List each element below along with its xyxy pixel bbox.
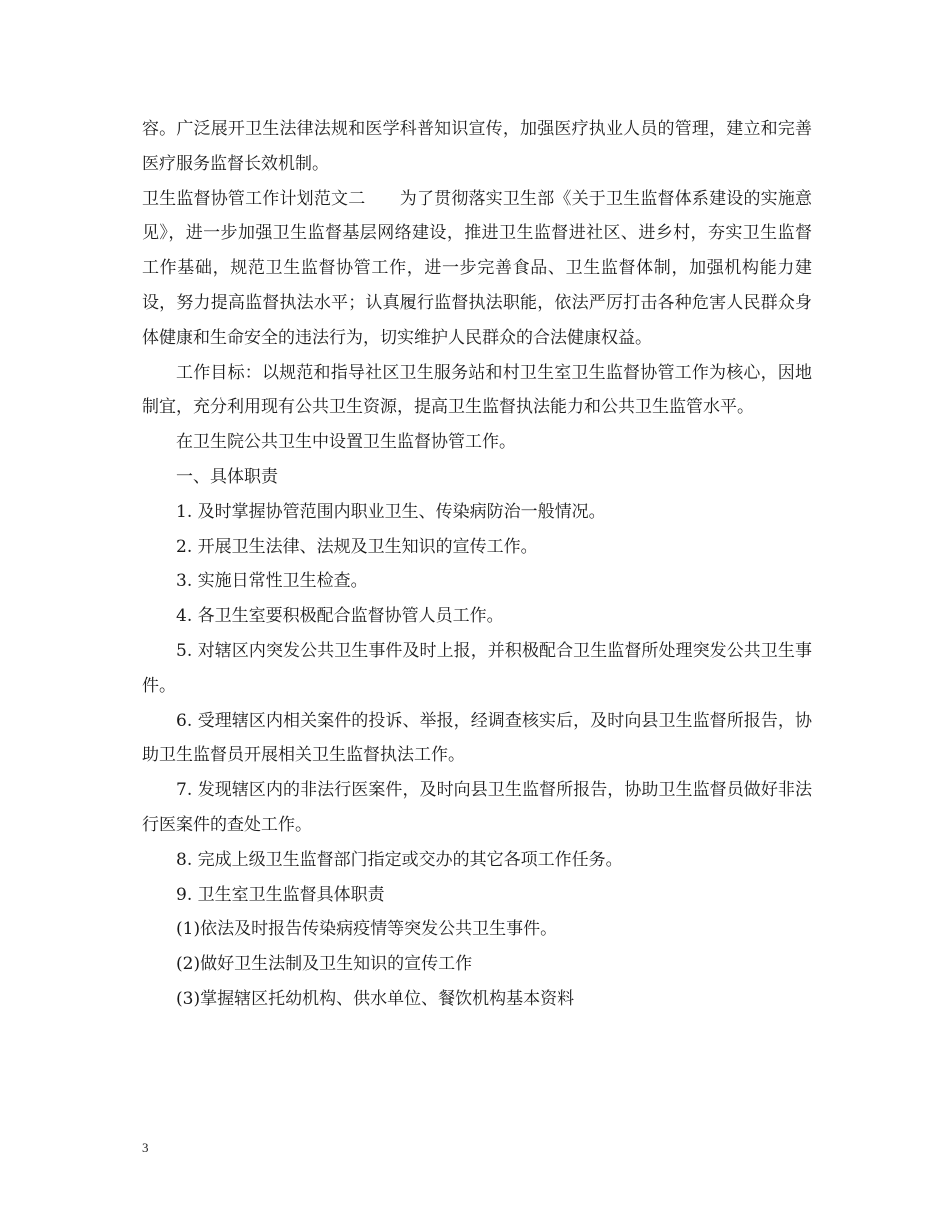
list-item-duty-1: 1. 及时掌握协管范围内职业卫生、传染病防治一般情况。	[176, 501, 606, 522]
list-item-duty-5: 5. 对辖区内突发公共卫生事件及时上报，并积极配合卫生监督所处理突发公共卫生事件。	[142, 640, 812, 696]
list-item-duty-4: 4. 各卫生室要积极配合监督协管人员工作。	[176, 606, 504, 627]
section-heading-duties: 一、具体职责	[176, 466, 278, 487]
document-body	[142, 112, 812, 1017]
paragraph-plan-intro: 卫生监督协管工作计划范文二 为了贯彻落实卫生部《关于卫生监督体系建设的实施意见》，进一步加强卫生监督基层网络建设，推进卫生监督进社区、进乡村，夯实卫生监督工作基础，规范卫生监督协管工作，进一步完善食品、卫生监督体制，加强机构能力建设，努力提高监督执法水平；认真履行监督执法职能，依法严厉打击各种危害人民群众身体健康和生命安全的违法行为，切实维护人民群众的合法健康权益。	[142, 188, 812, 348]
sub-item-1: (1)依法及时报告传染病疫情等突发公共卫生事件。	[176, 919, 558, 940]
list-item-duty-3: 3. 实施日常性卫生检查。	[176, 571, 368, 592]
list-item-duty-6: 6. 受理辖区内相关案件的投诉、举报，经调查核实后，及时向县卫生监督所报告，协助卫生监督员开展相关卫生监督执法工作。	[142, 710, 812, 766]
paragraph-setup: 在卫生院公共卫生中设置卫生监督协管工作。	[176, 432, 516, 453]
list-item-duty-2: 2. 开展卫生法律、法规及卫生知识的宣传工作。	[176, 536, 538, 557]
list-item-duty-7: 7. 发现辖区内的非法行医案件，及时向县卫生监督所报告，协助卫生监督员做好非法行医案件的查处工作。	[142, 780, 812, 835]
sub-item-2: (2)做好卫生法制及卫生知识的宣传工作	[176, 954, 473, 975]
paragraph-continuation: 容。广泛展开卫生法律法规和医学科普知识宣传，加强医疗执业人员的管理，建立和完善医疗服务监督长效机制。	[142, 119, 812, 174]
page-number: 3	[142, 1140, 149, 1155]
list-item-duty-8: 8. 完成上级卫生监督部门指定或交办的其它各项工作任务。	[176, 849, 623, 870]
paragraph-work-goal: 工作目标：以规范和指导社区卫生服务站和村卫生室卫生监督协管工作为核心，因地制宜，充分利用现有公共卫生资源，提高卫生监督执法能力和公共卫生监管水平。	[142, 362, 812, 418]
sub-item-3: (3)掌握辖区托幼机构、供水单位、餐饮机构基本资料	[176, 988, 575, 1009]
list-item-duty-9: 9. 卫生室卫生监督具体职责	[176, 884, 385, 905]
